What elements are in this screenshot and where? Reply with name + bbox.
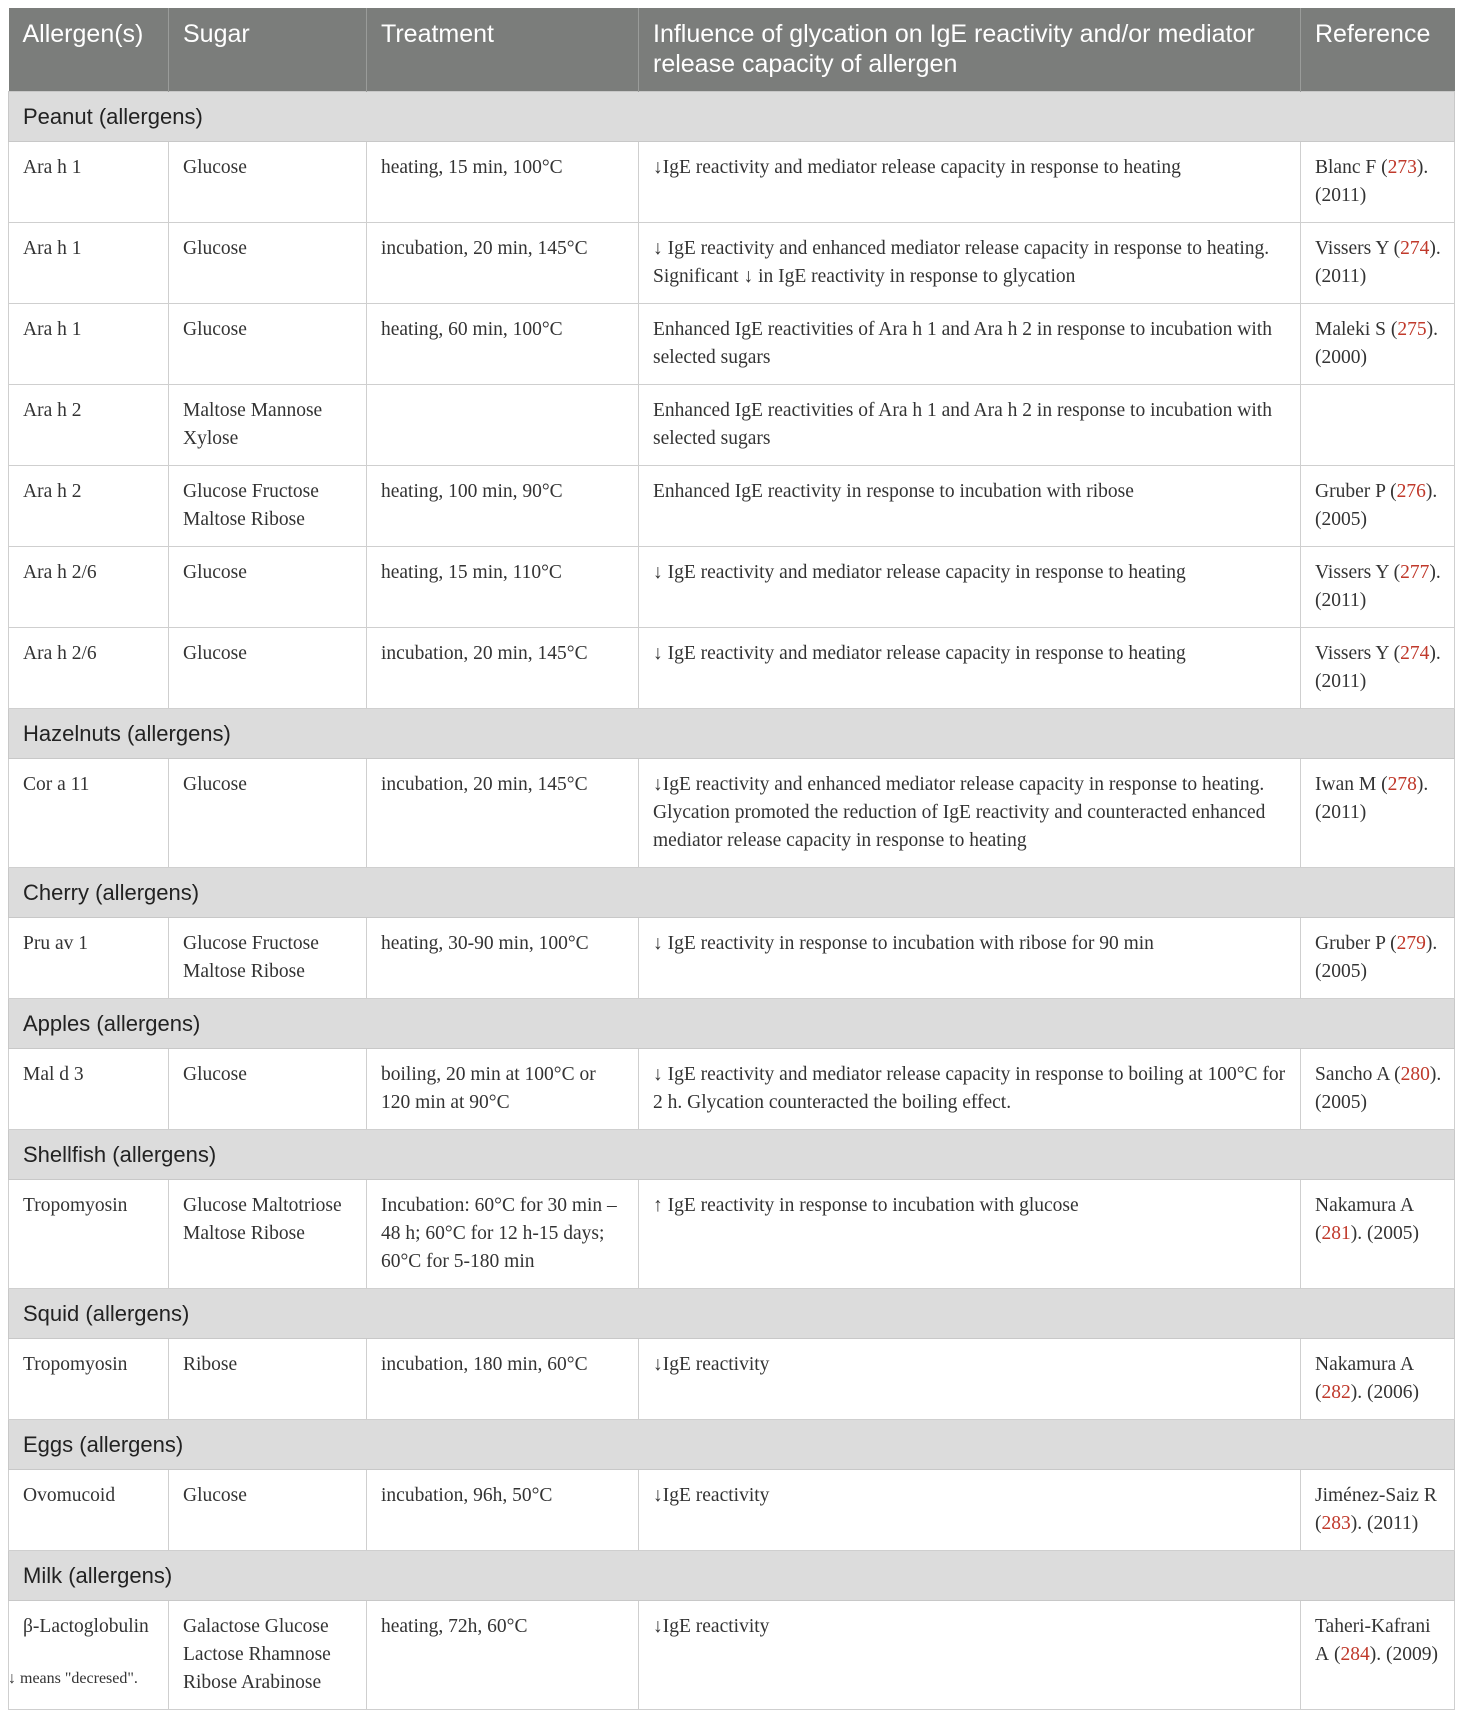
reference-year: . (2011) xyxy=(1315,643,1441,692)
reference-year: . (2011) xyxy=(1315,562,1441,611)
treatment-cell: heating, 72h, 60°C xyxy=(367,1601,639,1710)
reference-author: Vissers Y xyxy=(1315,562,1389,583)
treatment-cell: incubation, 20 min, 145°C xyxy=(367,628,639,709)
section-title: Squid (allergens) xyxy=(9,1289,1455,1339)
header-reference: Reference xyxy=(1301,8,1455,92)
sugar-cell: Galactose Glucose Lactose Rhamnose Ribose Arabinose xyxy=(169,1601,367,1710)
table-footnote: ↓ means "decresed". xyxy=(8,1670,138,1687)
table-header xyxy=(9,8,1455,92)
reference-year: . (2011) xyxy=(1315,157,1429,206)
reference-cell: Vissers Y (274). (2011) xyxy=(1301,223,1455,304)
section-title: Eggs (allergens) xyxy=(9,1420,1455,1470)
reference-link[interactable]: 284 xyxy=(1340,1644,1370,1665)
table-row xyxy=(9,223,1455,304)
table-row xyxy=(9,466,1455,547)
treatment-cell: incubation, 20 min, 145°C xyxy=(367,759,639,868)
glycation-table-container xyxy=(8,8,1454,1710)
influence-cell: ↓IgE reactivity xyxy=(639,1601,1301,1710)
section-row xyxy=(9,1420,1455,1470)
section-row xyxy=(9,999,1455,1049)
reference-link[interactable]: 273 xyxy=(1387,157,1417,178)
reference-link[interactable]: 275 xyxy=(1397,319,1427,340)
allergen-cell: β-Lactoglobulin xyxy=(9,1601,169,1710)
treatment-cell: heating, 15 min, 100°C xyxy=(367,142,639,223)
influence-cell: ↓ IgE reactivity and mediator release capacity in response to boiling at 100°C for 2 h. Glycation counteracted the boiling effect. xyxy=(639,1049,1301,1130)
allergen-cell: Tropomyosin xyxy=(9,1339,169,1420)
section-title: Milk (allergens) xyxy=(9,1551,1455,1601)
table-row xyxy=(9,547,1455,628)
sugar-cell: Glucose xyxy=(169,142,367,223)
allergen-cell: Mal d 3 xyxy=(9,1049,169,1130)
influence-cell: ↓ IgE reactivity and enhanced mediator release capacity in response to heating. Significant ↓ in IgE reactivity in response to glycation xyxy=(639,223,1301,304)
reference-author: Taheri-Kafrani A xyxy=(1315,1616,1431,1665)
reference-year: . (2000) xyxy=(1315,319,1438,368)
header-allergens: Allergen(s) xyxy=(9,8,169,92)
allergen-cell: Ara h 2/6 xyxy=(9,547,169,628)
section-row xyxy=(9,868,1455,918)
allergen-cell: Tropomyosin xyxy=(9,1180,169,1289)
reference-link[interactable]: 283 xyxy=(1321,1513,1351,1534)
reference-link[interactable]: 276 xyxy=(1396,481,1426,502)
reference-year: . (2011) xyxy=(1315,774,1429,823)
reference-author: Gruber P xyxy=(1315,481,1386,502)
treatment-cell: incubation, 180 min, 60°C xyxy=(367,1339,639,1420)
reference-cell: Vissers Y (277). (2011) xyxy=(1301,547,1455,628)
influence-cell: ↓ IgE reactivity and mediator release capacity in response to heating xyxy=(639,628,1301,709)
reference-cell: Iwan M (278). (2011) xyxy=(1301,759,1455,868)
reference-link[interactable]: 274 xyxy=(1400,643,1430,664)
influence-cell: ↓IgE reactivity and mediator release capacity in response to heating xyxy=(639,142,1301,223)
allergen-cell: Ara h 2 xyxy=(9,385,169,466)
table-row xyxy=(9,385,1455,466)
sugar-cell: Glucose Fructose Maltose Ribose xyxy=(169,466,367,547)
reference-author: Blanc F xyxy=(1315,157,1377,178)
allergen-cell: Ara h 1 xyxy=(9,223,169,304)
reference-author: Nakamura A xyxy=(1315,1195,1414,1216)
glycation-allergen-table xyxy=(8,8,1455,1710)
allergen-cell: Ara h 1 xyxy=(9,304,169,385)
reference-cell: Taheri-Kafrani A (284). (2009) xyxy=(1301,1601,1455,1710)
reference-author: Jiménez-Saiz R xyxy=(1315,1485,1437,1506)
influence-cell: ↓IgE reactivity xyxy=(639,1339,1301,1420)
reference-author: Gruber P xyxy=(1315,933,1386,954)
treatment-cell: boiling, 20 min at 100°C or 120 min at 90°C xyxy=(367,1049,639,1130)
section-title: Hazelnuts (allergens) xyxy=(9,709,1455,759)
reference-cell: Vissers Y (274). (2011) xyxy=(1301,628,1455,709)
sugar-cell: Glucose xyxy=(169,759,367,868)
sugar-cell: Glucose Maltotriose Maltose Ribose xyxy=(169,1180,367,1289)
table-row xyxy=(9,628,1455,709)
section-row xyxy=(9,1551,1455,1601)
reference-year: . (2011) xyxy=(1357,1513,1419,1534)
table-row xyxy=(9,1049,1455,1130)
table-row xyxy=(9,1601,1455,1710)
reference-cell: Maleki S (275). (2000) xyxy=(1301,304,1455,385)
table-row xyxy=(9,1470,1455,1551)
reference-link[interactable]: 282 xyxy=(1321,1382,1351,1403)
sugar-cell: Glucose Fructose Maltose Ribose xyxy=(169,918,367,999)
influence-cell: ↓IgE reactivity and enhanced mediator release capacity in response to heating. Glycation promoted the reduction of IgE reactivity and counteracted enhanced mediator release capacity in response to heating xyxy=(639,759,1301,868)
reference-link[interactable]: 280 xyxy=(1400,1064,1430,1085)
influence-cell: Enhanced IgE reactivity in response to incubation with ribose xyxy=(639,466,1301,547)
allergen-cell: Ara h 2 xyxy=(9,466,169,547)
reference-year: . (2006) xyxy=(1357,1382,1419,1403)
influence-cell: ↑ IgE reactivity in response to incubation with glucose xyxy=(639,1180,1301,1289)
section-row xyxy=(9,1289,1455,1339)
reference-cell: Blanc F (273). (2011) xyxy=(1301,142,1455,223)
reference-author: Sancho A xyxy=(1315,1064,1390,1085)
reference-cell: Gruber P (279). (2005) xyxy=(1301,918,1455,999)
table-row xyxy=(9,759,1455,868)
reference-year: . (2009) xyxy=(1376,1644,1438,1665)
influence-cell: ↓ IgE reactivity and mediator release capacity in response to heating xyxy=(639,547,1301,628)
sugar-cell: Ribose xyxy=(169,1339,367,1420)
allergen-cell: Ara h 2/6 xyxy=(9,628,169,709)
reference-cell xyxy=(1301,385,1455,466)
section-row xyxy=(9,1130,1455,1180)
treatment-cell: heating, 60 min, 100°C xyxy=(367,304,639,385)
allergen-cell: Pru av 1 xyxy=(9,918,169,999)
reference-cell: Nakamura A (282). (2006) xyxy=(1301,1339,1455,1420)
reference-cell: Nakamura A (281). (2005) xyxy=(1301,1180,1455,1289)
table-row xyxy=(9,918,1455,999)
treatment-cell: heating, 30-90 min, 100°C xyxy=(367,918,639,999)
influence-cell: Enhanced IgE reactivities of Ara h 1 and Ara h 2 in response to incubation with selected sugars xyxy=(639,385,1301,466)
table-row xyxy=(9,1339,1455,1420)
reference-year: . (2005) xyxy=(1315,481,1438,530)
reference-author: Vissers Y xyxy=(1315,238,1389,259)
header-influence: Influence of glycation on IgE reactivity and/or mediator release capacity of allergen xyxy=(639,8,1301,92)
sugar-cell: Glucose xyxy=(169,628,367,709)
allergen-cell: Ara h 1 xyxy=(9,142,169,223)
section-title: Shellfish (allergens) xyxy=(9,1130,1455,1180)
table-row xyxy=(9,1180,1455,1289)
section-row xyxy=(9,92,1455,142)
reference-author: Nakamura A xyxy=(1315,1354,1414,1375)
sugar-cell: Glucose xyxy=(169,1049,367,1130)
reference-cell: Gruber P (276). (2005) xyxy=(1301,466,1455,547)
table-row xyxy=(9,304,1455,385)
reference-author: Maleki S xyxy=(1315,319,1386,340)
reference-year: . (2011) xyxy=(1315,238,1441,287)
influence-cell: Enhanced IgE reactivities of Ara h 1 and Ara h 2 in response to incubation with selected sugars xyxy=(639,304,1301,385)
reference-cell: Jiménez-Saiz R (283). (2011) xyxy=(1301,1470,1455,1551)
influence-cell: ↓IgE reactivity xyxy=(639,1470,1301,1551)
allergen-cell: Cor a 11 xyxy=(9,759,169,868)
section-title: Peanut (allergens) xyxy=(9,92,1455,142)
reference-link[interactable]: 281 xyxy=(1321,1223,1351,1244)
header-sugar: Sugar xyxy=(169,8,367,92)
reference-link[interactable]: 277 xyxy=(1400,562,1430,583)
section-title: Apples (allergens) xyxy=(9,999,1455,1049)
reference-link[interactable]: 274 xyxy=(1400,238,1430,259)
table-row xyxy=(9,142,1455,223)
treatment-cell: incubation, 20 min, 145°C xyxy=(367,223,639,304)
sugar-cell: Glucose xyxy=(169,1470,367,1551)
treatment-cell: heating, 100 min, 90°C xyxy=(367,466,639,547)
reference-link[interactable]: 279 xyxy=(1396,933,1426,954)
treatment-cell: Incubation: 60°C for 30 min – 48 h; 60°C for 12 h-15 days; 60°C for 5-180 min xyxy=(367,1180,639,1289)
section-title: Cherry (allergens) xyxy=(9,868,1455,918)
treatment-cell: incubation, 96h, 50°C xyxy=(367,1470,639,1551)
table-body xyxy=(9,92,1455,1710)
header-row xyxy=(9,8,1455,92)
treatment-cell xyxy=(367,385,639,466)
sugar-cell: Glucose xyxy=(169,304,367,385)
reference-year: . (2005) xyxy=(1315,933,1438,982)
section-row xyxy=(9,709,1455,759)
header-treatment: Treatment xyxy=(367,8,639,92)
sugar-cell: Maltose Mannose Xylose xyxy=(169,385,367,466)
allergen-cell: Ovomucoid xyxy=(9,1470,169,1551)
sugar-cell: Glucose xyxy=(169,547,367,628)
sugar-cell: Glucose xyxy=(169,223,367,304)
treatment-cell: heating, 15 min, 110°C xyxy=(367,547,639,628)
influence-cell: ↓ IgE reactivity in response to incubation with ribose for 90 min xyxy=(639,918,1301,999)
reference-link[interactable]: 278 xyxy=(1387,774,1417,795)
reference-year: . (2005) xyxy=(1315,1064,1442,1113)
reference-year: . (2005) xyxy=(1357,1223,1419,1244)
reference-cell: Sancho A (280). (2005) xyxy=(1301,1049,1455,1130)
reference-author: Iwan M xyxy=(1315,774,1377,795)
reference-author: Vissers Y xyxy=(1315,643,1389,664)
